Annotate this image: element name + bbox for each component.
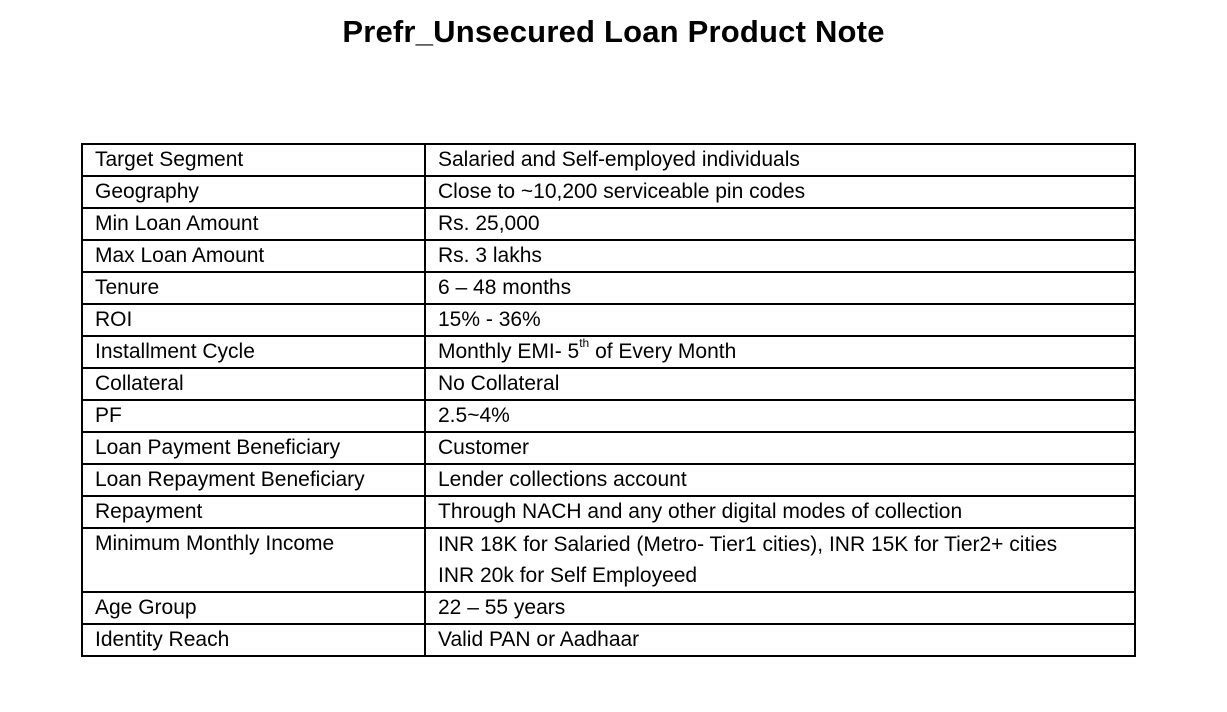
product-note-table <box>81 143 1136 657</box>
document-title: Prefr_Unsecured Loan Product Note <box>342 14 885 49</box>
table-row <box>82 592 1135 624</box>
row-value: 2.5~4% <box>425 400 1135 432</box>
row-label: Collateral <box>82 368 425 400</box>
table-row <box>82 272 1135 304</box>
row-value <box>425 528 1135 592</box>
row-value: Salaried and Self-employed individuals <box>425 144 1135 176</box>
row-value: Through NACH and any other digital modes of collection <box>425 496 1135 528</box>
row-label: Geography <box>82 176 425 208</box>
row-label: Minimum Monthly Income <box>82 528 425 592</box>
row-label: PF <box>82 400 425 432</box>
row-value: Lender collections account <box>425 464 1135 496</box>
table-row <box>82 400 1135 432</box>
row-value: Valid PAN or Aadhaar <box>425 624 1135 656</box>
row-label: Repayment <box>82 496 425 528</box>
table-row <box>82 368 1135 400</box>
table-row <box>82 624 1135 656</box>
row-value: 15% - 36% <box>425 304 1135 336</box>
row-label: Min Loan Amount <box>82 208 425 240</box>
row-label: Target Segment <box>82 144 425 176</box>
row-label: Tenure <box>82 272 425 304</box>
table-row <box>82 336 1135 368</box>
row-value: Rs. 25,000 <box>425 208 1135 240</box>
row-label: Installment Cycle <box>82 336 425 368</box>
row-label: Identity Reach <box>82 624 425 656</box>
value-text: of Every Month <box>589 340 737 363</box>
table-row <box>82 464 1135 496</box>
row-label: Loan Payment Beneficiary <box>82 432 425 464</box>
value-line: INR 18K for Salaried (Metro- Tier1 cities), INR 15K for Tier2+ cities <box>438 533 1058 556</box>
table-row <box>82 144 1135 176</box>
table-row <box>82 304 1135 336</box>
table-row <box>82 432 1135 464</box>
table-row <box>82 496 1135 528</box>
row-value: Customer <box>425 432 1135 464</box>
row-value: 6 – 48 months <box>425 272 1135 304</box>
value-line: INR 20k for Self Employeed <box>438 564 698 587</box>
table-row <box>82 176 1135 208</box>
row-value: 22 – 55 years <box>425 592 1135 624</box>
table-row <box>82 208 1135 240</box>
row-label: Loan Repayment Beneficiary <box>82 464 425 496</box>
row-value: Rs. 3 lakhs <box>425 240 1135 272</box>
ordinal-suffix: th <box>579 336 590 350</box>
row-value: Close to ~10,200 serviceable pin codes <box>425 176 1135 208</box>
row-label: ROI <box>82 304 425 336</box>
row-value: No Collateral <box>425 368 1135 400</box>
table-row <box>82 240 1135 272</box>
row-label: Age Group <box>82 592 425 624</box>
row-value <box>425 336 1135 368</box>
table-row <box>82 528 1135 592</box>
row-label: Max Loan Amount <box>82 240 425 272</box>
value-text: Monthly EMI- 5 <box>438 340 580 363</box>
